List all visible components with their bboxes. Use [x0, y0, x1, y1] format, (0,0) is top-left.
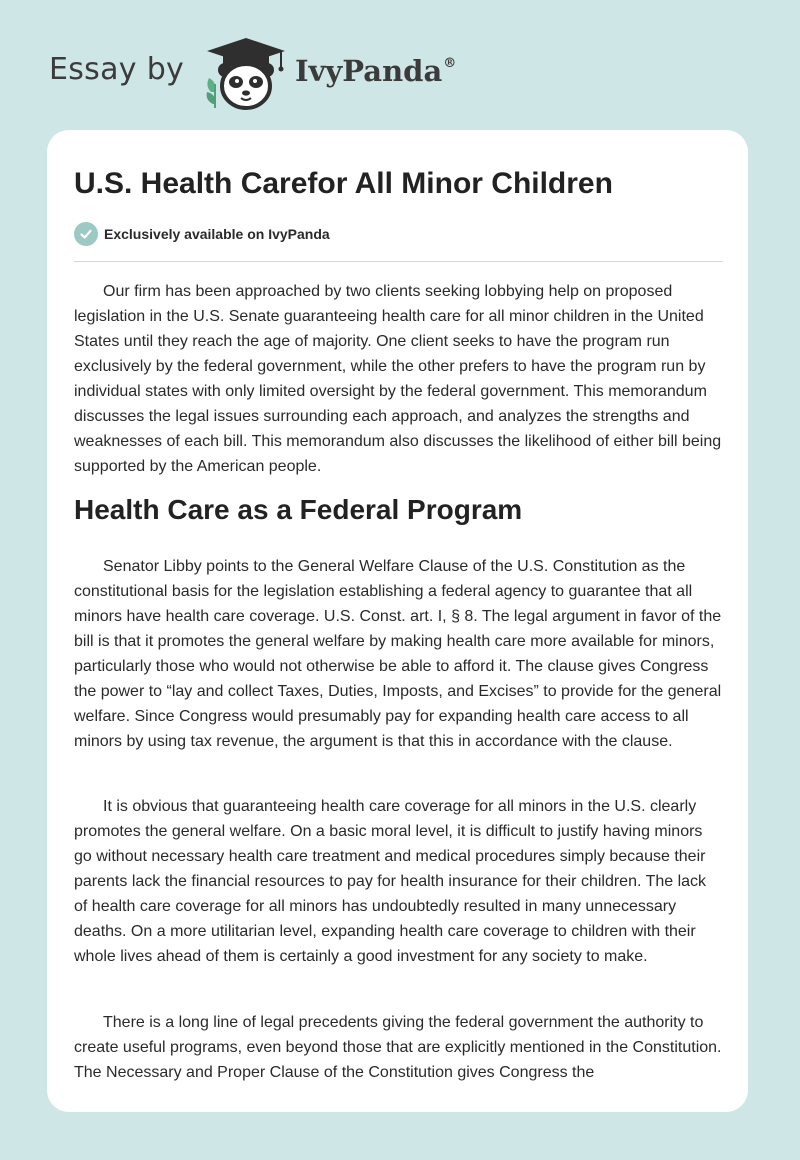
site-header-brand[interactable]	[49, 34, 509, 114]
check-circle-icon	[74, 222, 98, 246]
paragraph-moral-argument: It is obvious that guaranteeing health care coverage for all minors in the U.S. clearly promotes the general welfare. On a basic moral level, it is difficult to justify having minors go without necessary health care treatment and medical procedures simply because their parents lack the financial resources to pay for health insurance for their children. The lack of health care coverage for all minors has undoubtedly resulted in many unnecessary deaths. On a more utilitarian level, expanding health care coverage to children with their whole lives ahead of them is certainly a good investment for any society to make.	[74, 798, 707, 965]
availability-badge	[74, 222, 330, 246]
panda-graduate-logo-icon	[201, 34, 291, 112]
paragraph-legal-precedents: There is a long line of legal precedents giving the federal government the authority to create useful programs, even beyond those that are explicitly mentioned in the Constitution. The Necessary and Proper Clause of the Constitution gives Congress the	[74, 1014, 722, 1081]
brand-name: IvyPanda®	[295, 54, 457, 88]
paragraph-general-welfare: Senator Libby points to the General Welfare Clause of the U.S. Constitution as the constitutional basis for the legislation establishing a federal agency to guarantee that all minors have health care coverage. U.S. Const. art. I, § 8. The legal argument in favor of the bill is that it promotes the general welfare by making health care more available for minors, particularly those who would not otherwise be able to afford it. The clause gives Congress the power to “lay and collect Taxes, Duties, Imposts, and Excises” to provide for the general welfare. Since Congress would presumably pay for expanding health care access to all minors by using tax revenue, the argument is that this in accordance with the clause.	[74, 558, 722, 750]
section-heading: Health Care as a Federal Program	[74, 494, 523, 525]
divider	[74, 261, 723, 262]
registered-mark: ®	[443, 56, 457, 71]
brand-prefix: Essay by	[49, 52, 185, 87]
page-title: U.S. Health Carefor All Minor Children	[74, 167, 613, 200]
availability-text: Exclusively available on IvyPanda	[104, 226, 330, 242]
article-card	[47, 130, 748, 1112]
paragraph-intro: Our firm has been approached by two clients seeking lobbying help on proposed legislation in the U.S. Senate guaranteeing health care for all minor children in the United States until they reach the age of majority. One client seeks to have the program run exclusively by the federal government, while the other prefers to have the program run by individual states with only limited oversight by the federal government. This memorandum discusses the legal issues surrounding each approach, and analyzes the strengths and weaknesses of each bill. This memorandum also discusses the likelihood of either bill being supported by the American people.	[74, 283, 722, 475]
